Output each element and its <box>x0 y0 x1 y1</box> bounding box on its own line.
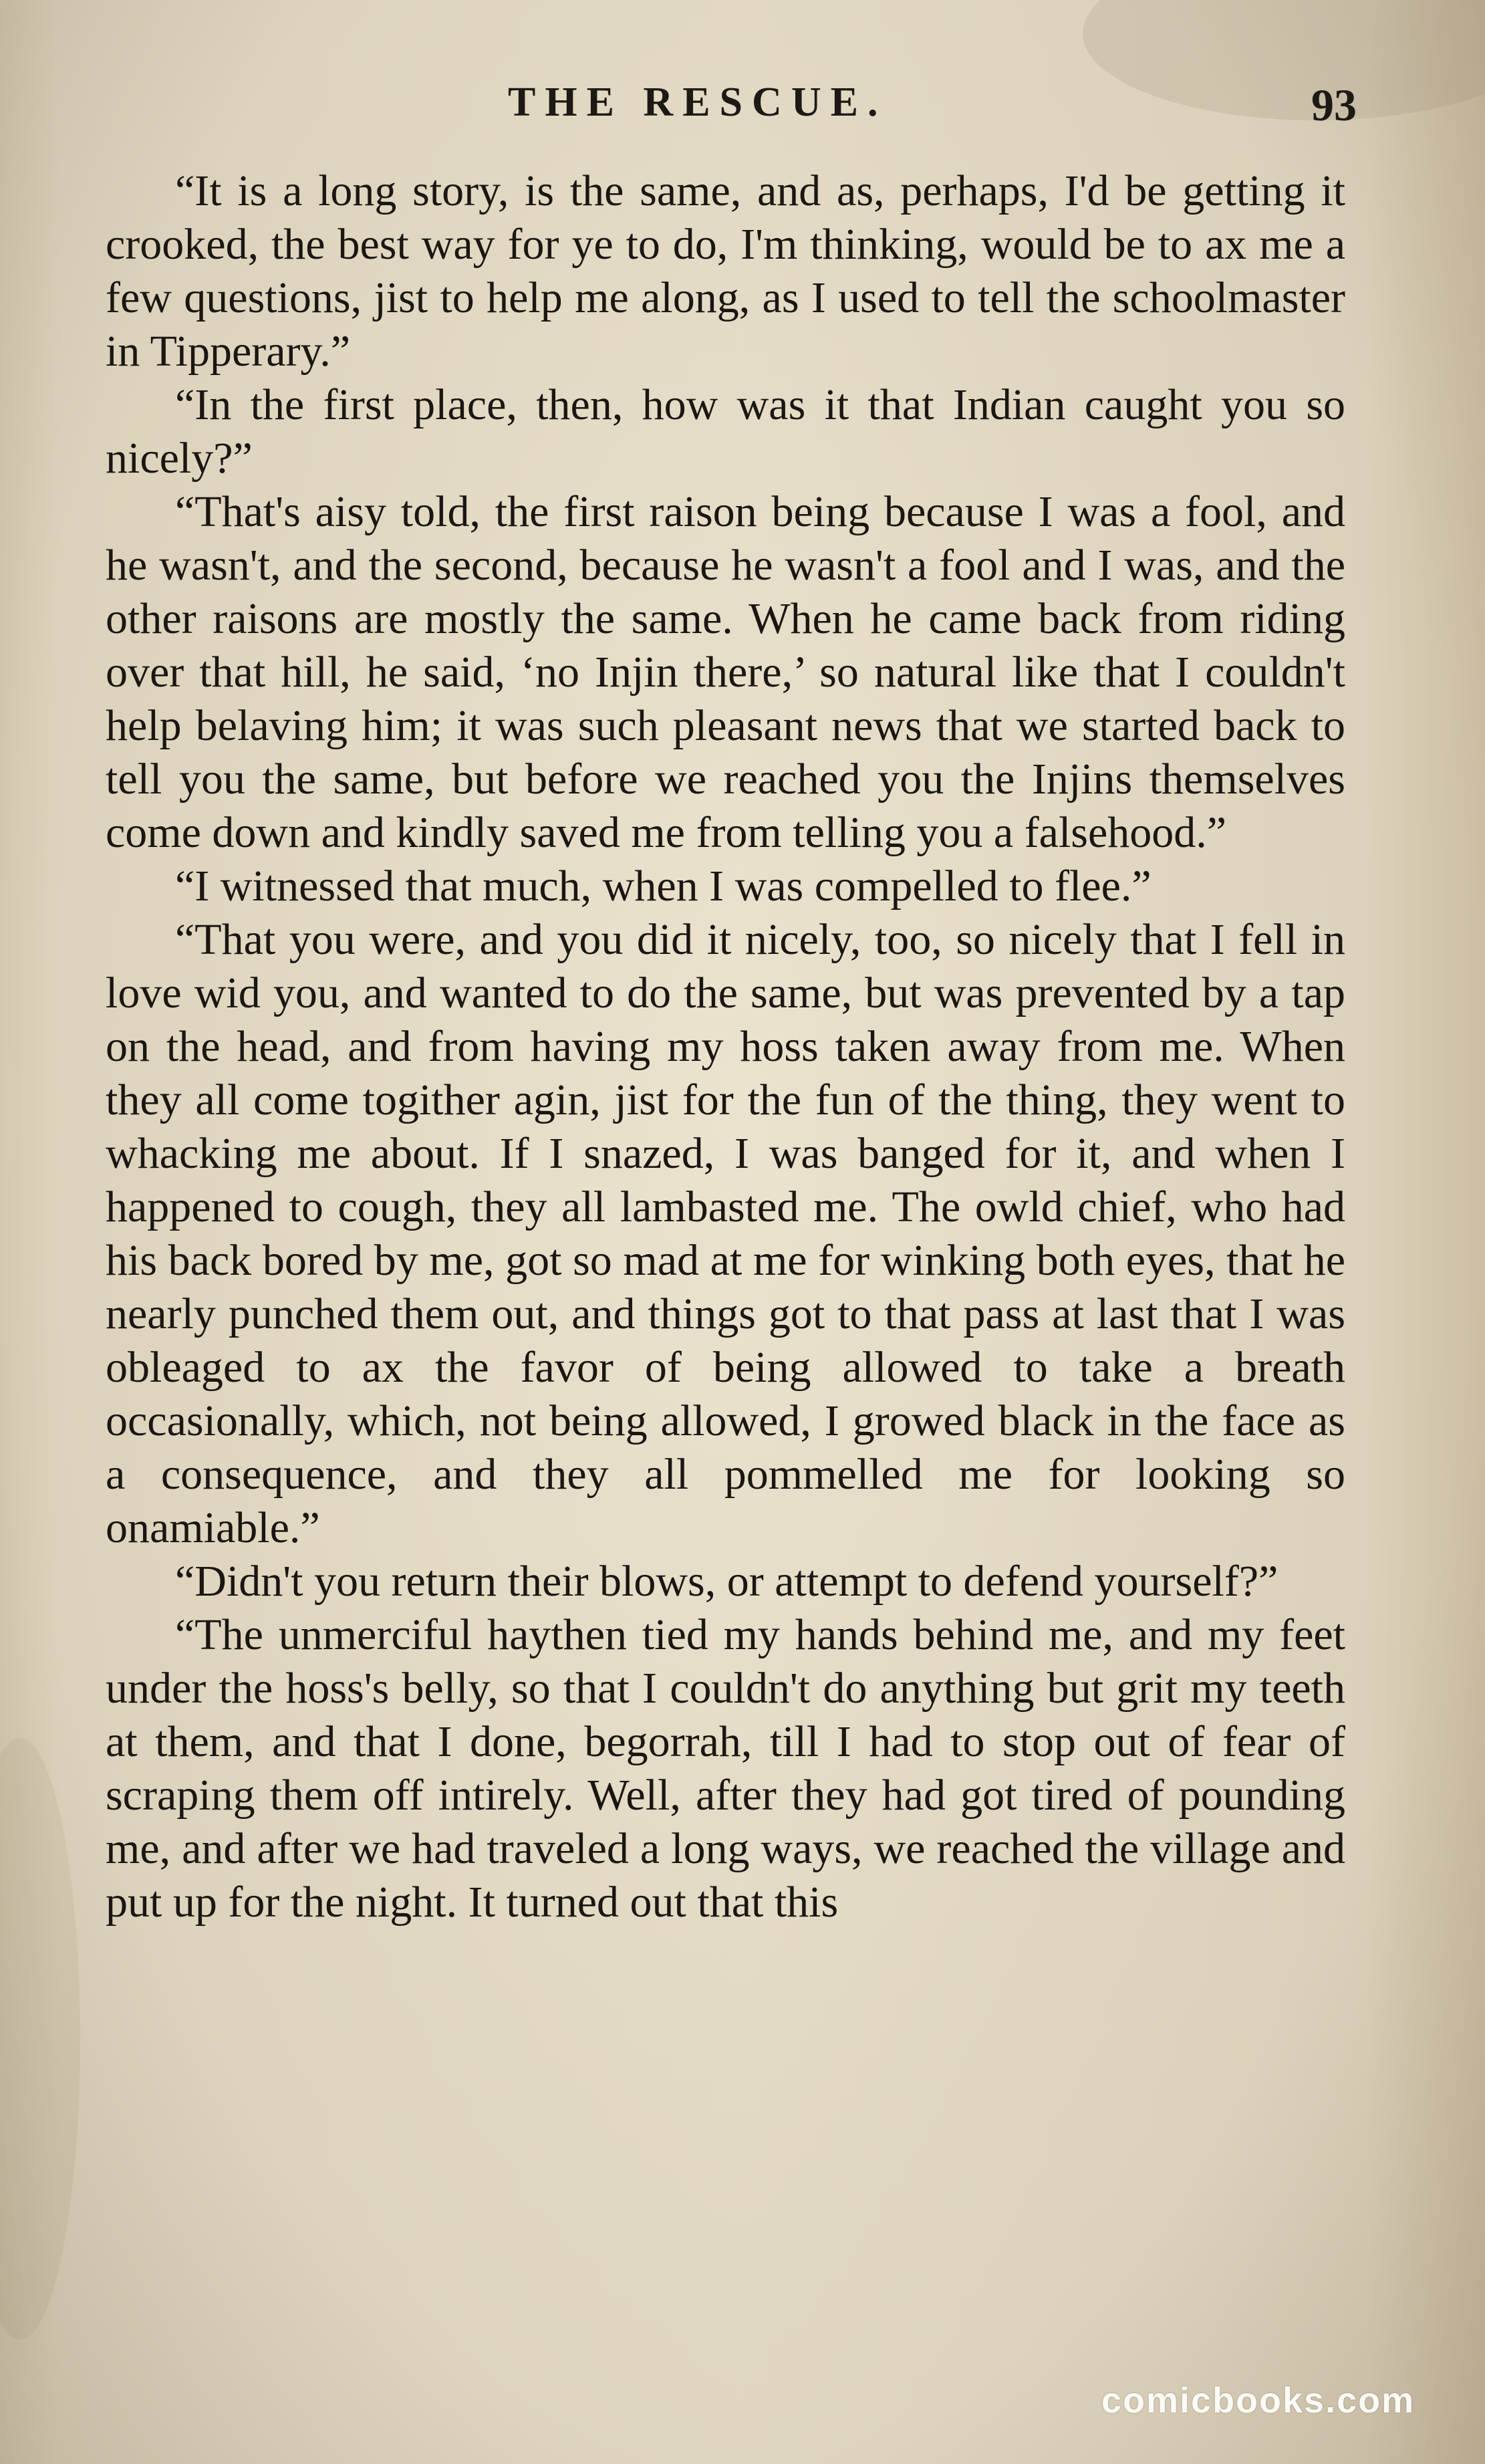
paragraph: “In the first place, then, how was it that Indian caught you so nicely?” <box>106 380 1345 483</box>
watermark: comicbooks.com <box>1101 2380 1415 2421</box>
body-text <box>106 164 1345 1929</box>
paragraph: “The unmerciful haythen tied my hands behind me, and my feet under the hoss's belly, so that I couldn't do anything but grit my teeth at them, and that I done, begorrah, till I had to stop out of fear of scraping them off intirely. Well, after they had got tired of pounding me, and after we had traveled a long ways, we reached the village and put up for the night. It turned out that this <box>106 1610 1345 1927</box>
paper-stain <box>0 1738 80 2340</box>
paragraph: “That you were, and you did it nicely, too, so nicely that I fell in love wid you, and wanted to do the same, but was prevented by a tap on the head, and from having my hoss taken away from me. When they all come togither agin, jist for the fun of the thing, they went to whacking me about. If I snazed, I was banged for it, and when I happened to cough, they all lambasted me. The owld chief, who had his back bored by me, got so mad at me for winking both eyes, that he nearly punched them out, and things got to that pass at last that I was obleaged to ax the favor of being allowed to take a breath occasionally, which, not being allowed, I growed black in the face as a consequence, and they all pommelled me for looking so onamiable.” <box>106 915 1345 1552</box>
paragraph: “I witnessed that much, when I was compelled to flee.” <box>175 862 1152 910</box>
page-number: 93 <box>1311 80 1357 130</box>
page-header <box>0 79 1485 152</box>
paragraph: “That's aisy told, the first raison being because I was a fool, and he wasn't, and the second, because he wasn't a fool and I was, and the other raisons are mostly the same. When he came back from riding over that hill, he said, ‘no Injin there,’ so natural like that I couldn't help belaving him; it was such pleasant news that we started back to tell you the same, but before we reached you the Injins themselves come down and kindly saved me from telling you a falsehood.” <box>106 487 1345 857</box>
paragraph: “It is a long story, is the same, and as, perhaps, I'd be getting it crooked, the best way for ye to do, I'm thinking, would be to ax me a few questions, jist to help me along, as I used to tell the schoolmaster in Tipperary.” <box>106 166 1345 376</box>
paragraph: “Didn't you return their blows, or attempt to defend yourself?” <box>175 1557 1278 1606</box>
running-title: THE RESCUE. <box>508 80 888 125</box>
